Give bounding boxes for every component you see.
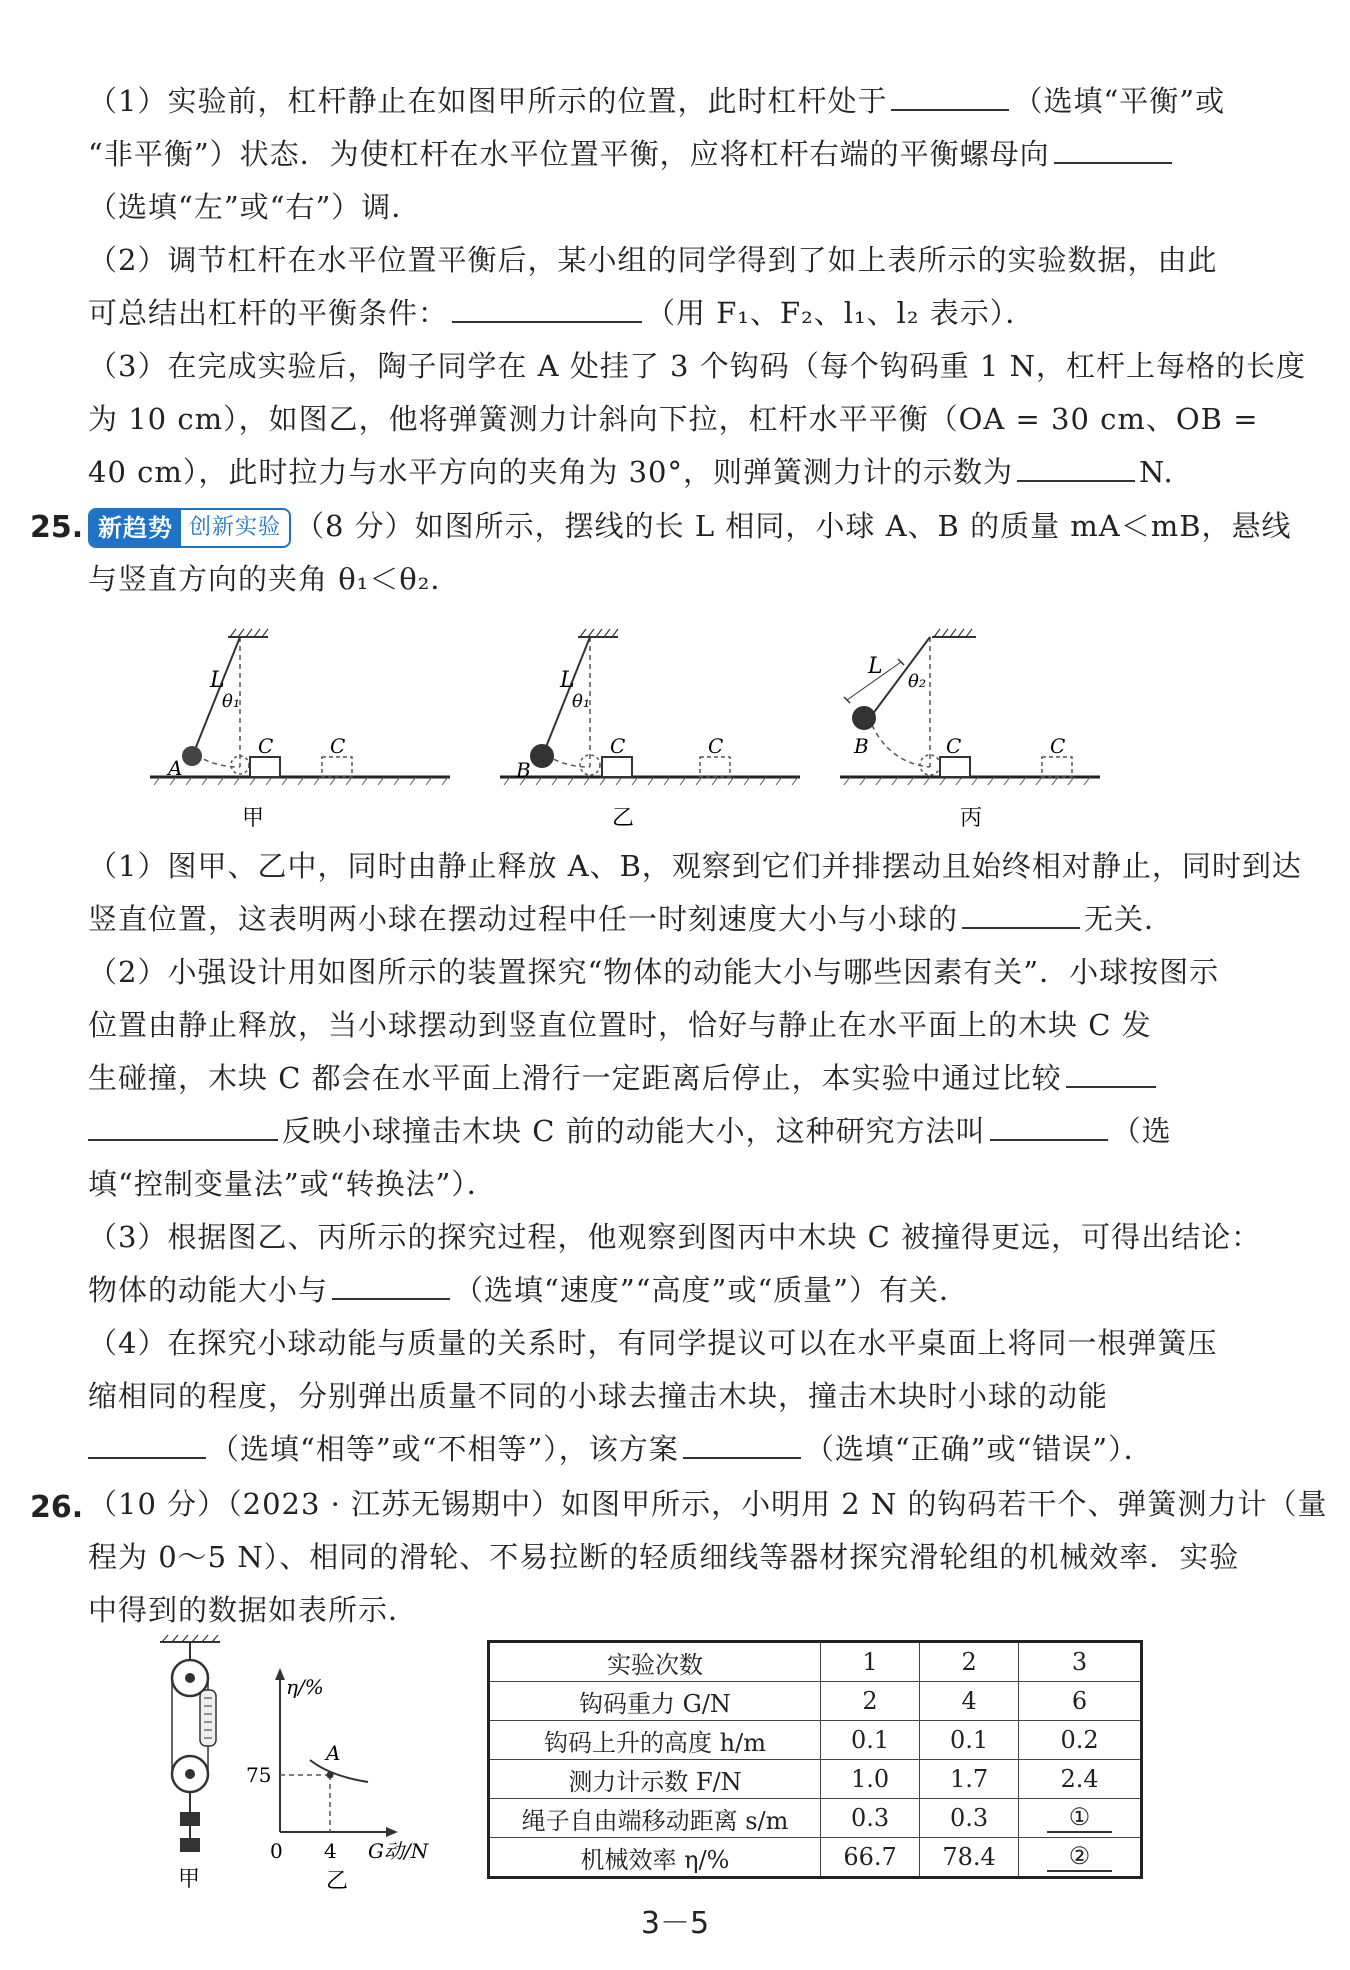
svg-text:L: L — [210, 668, 225, 693]
svg-text:乙: 乙 — [612, 806, 635, 830]
q26-line2: 程为 0～5 N）、相同的滑轮、不易拉断的轻质细线等器材探究滑轮组的机械效率．实验 — [88, 1540, 1240, 1574]
q24-part3-line1: （3）在完成实验后，陶子同学在 A 处挂了 3 个钩码（每个钩码重 1 N，杠杆上每格的长度 — [88, 349, 1306, 383]
q25-part2-line2: 位置由静止释放，当小球摆动到竖直位置时，恰好与静止在水平面上的木块 C 发 — [88, 1008, 1152, 1042]
q24-part2-line2: 可总结出杠杆的平衡条件： （用 F₁、F₂、l₁、l₂ 表示）． — [88, 287, 1268, 340]
page-number: 3－5 — [640, 1906, 710, 1941]
answer-blank[interactable] — [88, 1429, 206, 1459]
ball-a — [182, 746, 202, 766]
svg-text:A: A — [326, 1741, 341, 1765]
pulley-system — [160, 1635, 220, 1892]
svg-text:θ₂: θ₂ — [908, 671, 927, 692]
q25-part4-line3: （选填“相等”或“不相等”），该方案 （选填“正确”或“错误”）． — [88, 1423, 1268, 1476]
q24-part1-line1: （1）实验前，杠杆静止在如图甲所示的位置，此时杠杆处于 （选填“平衡”或 — [88, 75, 1268, 128]
answer-blank[interactable] — [990, 1111, 1108, 1141]
q24-part3-line2: 为 10 cm），如图乙，他将弹簧测力计斜向下拉，杠杆水平平衡（OA = 30 cm、OB = — [88, 402, 1259, 436]
ball-b — [530, 744, 554, 768]
q25-part2-line5: 填“控制变量法”或“转换法”）． — [88, 1167, 497, 1201]
block-c — [940, 757, 970, 777]
q25-part4-line1: （4）在探究小球动能与质量的关系时，有同学提议可以在水平桌面上将同一根弹簧压 — [88, 1326, 1218, 1360]
q25-part1-line2: 竖直位置，这表明两小球在摆动过程中任一时刻速度大小与小球的 无关． — [88, 893, 1268, 946]
q26-line3: 中得到的数据如表所示． — [88, 1593, 419, 1627]
svg-text:G动/N: G动/N — [368, 1839, 429, 1863]
svg-text:C: C — [330, 734, 346, 758]
hook-weight — [180, 1838, 200, 1852]
q25-part1-line1: （1）图甲、乙中，同时由静止释放 A、B，观察到它们并排摆动且始终相对静止，同时到达 — [88, 849, 1302, 883]
svg-text:C: C — [258, 734, 274, 758]
answer-blank[interactable] — [962, 899, 1080, 929]
q26-line1: （10 分）（2023 · 江苏无锡期中）如图甲所示，小明用 2 N 的钩码若干个、弹簧测力计（量 — [88, 1487, 1328, 1521]
q25-intro-line1: 新趋势 创新实验 （8 分）如图所示，摆线的长 L 相同，小球 A、B 的质量 mA＜mB，悬线 — [88, 500, 1268, 553]
q24-part1-line2: “非平衡”）状态．为使杠杆在水平位置平衡，应将杠杆右端的平衡螺母向 — [88, 128, 1268, 181]
svg-text:4: 4 — [324, 1839, 337, 1863]
svg-text:θ₁: θ₁ — [222, 691, 241, 712]
q24-part3-line3: 40 cm），此时拉力与水平方向的夹角为 30°，则弹簧测力计的示数为 N. — [88, 446, 1268, 499]
table-row: 绳子自由端移动距离 s/m 0.3 0.3 ① — [489, 1799, 1142, 1838]
table-row: 钩码上升的高度 h/m 0.1 0.1 0.2 — [489, 1721, 1142, 1760]
efficiency-graph — [246, 1668, 430, 1894]
q25-part4-line2: 缩相同的程度，分别弹出质量不同的小球去撞击木块，撞击木块时小球的动能 — [88, 1379, 1109, 1413]
svg-text:乙: 乙 — [326, 1869, 349, 1894]
trend-tag: 新趋势 创新实验 — [88, 508, 291, 548]
q25-part3-line2: 物体的动能大小与 （选填“速度”“高度”或“质量”）有关． — [88, 1264, 1268, 1317]
svg-text:丙: 丙 — [960, 806, 983, 830]
answer-blank[interactable] — [1017, 452, 1135, 482]
q25-number: 25. — [30, 510, 84, 545]
table-row: 实验次数 1 2 3 — [489, 1642, 1142, 1682]
svg-text:B: B — [516, 758, 531, 782]
q26-number: 26. — [30, 1490, 84, 1525]
svg-text:η/%: η/% — [286, 1675, 324, 1699]
q24-part1-line3: （选填“左”或“右”）调． — [88, 190, 422, 224]
q25-part2-line3: 生碰撞，木块 C 都会在水平面上滑行一定距离后停止，本实验中通过比较 — [88, 1052, 1268, 1105]
svg-text:C: C — [708, 734, 724, 758]
svg-text:A: A — [168, 756, 183, 780]
answer-blank[interactable] — [332, 1270, 450, 1300]
svg-text:L: L — [868, 654, 883, 679]
table-row: 测力计示数 F/N 1.0 1.7 2.4 — [489, 1760, 1142, 1799]
answer-blank[interactable] — [683, 1429, 801, 1459]
experiment-data-table — [487, 1640, 1143, 1879]
pendulum-figures — [150, 615, 1210, 830]
svg-text:C: C — [610, 734, 626, 758]
figure-jia — [150, 629, 450, 830]
answer-blank[interactable] — [1054, 134, 1172, 164]
answer-blank-1[interactable]: ① — [1019, 1799, 1142, 1838]
svg-text:0: 0 — [270, 1839, 283, 1863]
figure-bing — [840, 629, 1100, 830]
block-c — [250, 757, 280, 777]
answer-blank[interactable] — [1066, 1058, 1156, 1088]
q25-part3-line1: （3）根据图乙、丙所示的探究过程，他观察到图丙中木块 C 被撞得更远，可得出结论： — [88, 1220, 1262, 1254]
svg-text:甲: 甲 — [242, 806, 265, 830]
ball-b — [852, 706, 876, 730]
svg-text:甲: 甲 — [178, 1867, 201, 1892]
figure-yi — [500, 629, 800, 830]
answer-blank-2[interactable]: ② — [1019, 1838, 1142, 1878]
answer-blank[interactable] — [452, 293, 642, 323]
svg-text:L: L — [560, 668, 575, 693]
svg-text:75: 75 — [246, 1763, 272, 1787]
q25-part2-line4: 反映小球撞击木块 C 前的动能大小，这种研究方法叫 （选 — [88, 1105, 1268, 1158]
svg-text:C: C — [1050, 734, 1066, 758]
answer-blank[interactable] — [88, 1111, 278, 1141]
answer-blank[interactable] — [891, 81, 1009, 111]
q24-part2-line1: （2）调节杠杆在水平位置平衡后，某小组的同学得到了如上表所示的实验数据，由此 — [88, 243, 1218, 277]
q25-part2-line1: （2）小强设计用如图所示的装置探究“物体的动能大小与哪些因素有关”．小球按图示 — [88, 955, 1220, 989]
svg-text:θ₁: θ₁ — [572, 691, 591, 712]
svg-text:C: C — [946, 734, 962, 758]
table-row: 机械效率 η/% 66.7 78.4 ② — [489, 1838, 1142, 1878]
pulley-and-graph-figure — [150, 1632, 450, 1902]
svg-text:B: B — [854, 734, 869, 758]
hook-weight — [180, 1812, 200, 1826]
q25-intro-line2: 与竖直方向的夹角 θ₁＜θ₂． — [88, 562, 461, 596]
block-c — [602, 757, 632, 777]
table-row: 钩码重力 G/N 2 4 6 — [489, 1682, 1142, 1721]
